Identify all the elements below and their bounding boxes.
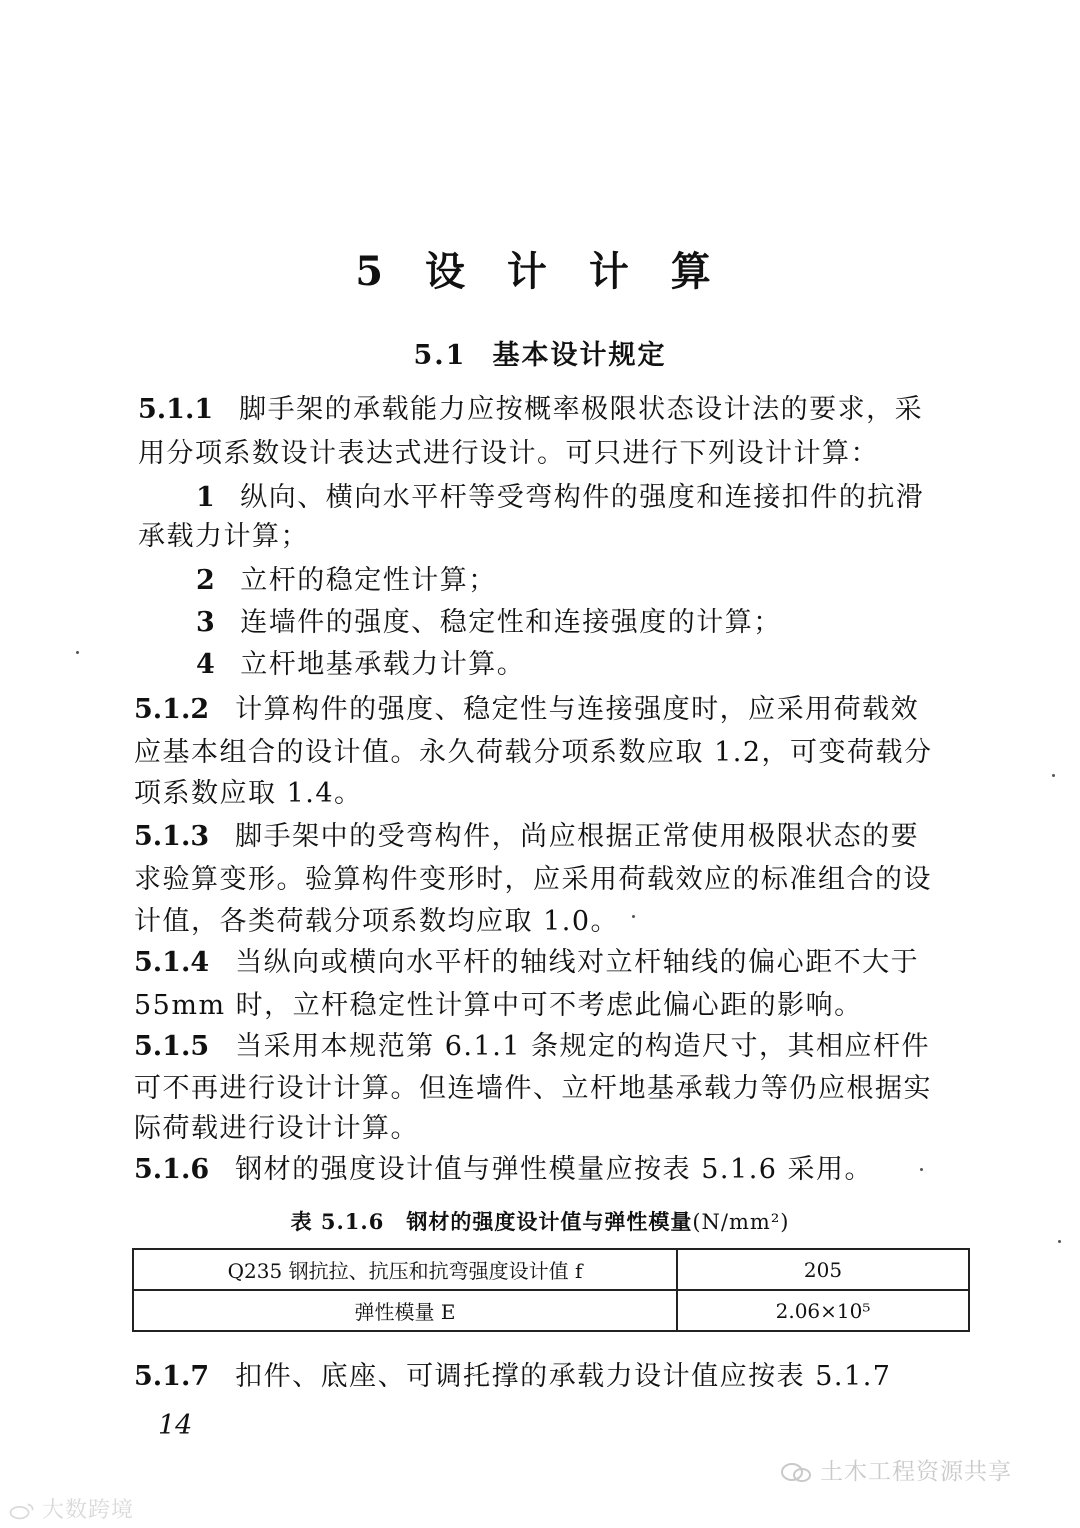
table-cell-value: 2.06×10⁵	[677, 1290, 969, 1331]
table-title: 钢材的强度设计值与弹性模量	[406, 1209, 693, 1234]
list-item-1: 1 纵向、横向水平杆等受弯构件的强度和连接扣件的抗滑	[196, 482, 925, 513]
clause-512-line-1: 5.1.2 计算构件的强度、稳定性与连接强度时，应采用荷载效	[134, 694, 920, 725]
clause-515-line-3: 际荷载进行设计计算。	[134, 1113, 419, 1144]
scan-speck	[76, 651, 79, 654]
clause-514-line-2: 55mm 时，立杆稳定性计算中可不考虑此偏心距的影响。	[134, 990, 863, 1021]
clause-number: 5.1.5	[134, 1031, 210, 1062]
table-unit: (N/mm²)	[692, 1210, 790, 1234]
clause-516-line-1: 5.1.6 钢材的强度设计值与弹性模量应按表 5.1.6 采用。	[134, 1154, 874, 1185]
clause-512-line-3: 项系数应取 1.4。	[134, 778, 363, 809]
clause-517-line-1: 5.1.7 扣件、底座、可调托撑的承载力设计值应按表 5.1.7	[134, 1361, 892, 1392]
table-row	[133, 1290, 969, 1331]
clause-513-line-1: 5.1.3 脚手架中的受弯构件，尚应根据正常使用极限状态的要	[134, 821, 920, 852]
clause-number: 5.1.1	[138, 394, 214, 425]
steel-properties-table	[132, 1248, 970, 1332]
watermark-right: 土木工程资源共享	[780, 1453, 1012, 1486]
section-heading	[0, 333, 1080, 372]
scan-speck	[632, 915, 635, 918]
clause-511-line-2: 用分项系数设计表达式进行设计。可只进行下列设计计算：	[138, 438, 879, 469]
list-item-1-cont: 承载力计算；	[138, 521, 309, 552]
scan-speck	[920, 1168, 923, 1171]
section-title: 基本设计规定	[492, 340, 667, 371]
scan-speck	[1058, 1240, 1061, 1243]
chapter-title: 5 设 计 计 算	[355, 248, 725, 295]
table-row	[133, 1249, 969, 1290]
list-item-2: 2 立杆的稳定性计算；	[196, 565, 497, 596]
table-cell-label: Q235 钢抗拉、抗压和抗弯强度设计值 f	[133, 1249, 677, 1290]
scan-speck	[1052, 774, 1055, 777]
table-number: 表 5.1.6	[290, 1209, 385, 1234]
list-item-4: 4 立杆地基承载力计算。	[196, 649, 526, 680]
list-item-3: 3 连墙件的强度、稳定性和连接强度的计算；	[196, 607, 782, 638]
clause-514-line-1: 5.1.4 当纵向或横向水平杆的轴线对立杆轴线的偏心距不大于	[134, 947, 920, 978]
clause-513-line-2: 求验算变形。验算构件变形时，应采用荷载效应的标准组合的设	[134, 864, 932, 895]
clause-512-line-2: 应基本组合的设计值。永久荷载分项系数应取 1.2，可变荷载分	[134, 737, 933, 768]
page-number: 14	[158, 1410, 193, 1441]
weibo-icon	[8, 1500, 36, 1522]
clause-number: 5.1.4	[134, 947, 210, 978]
section-number: 5.1	[413, 340, 467, 371]
clause-number: 5.1.3	[134, 821, 210, 852]
table-cell-value: 205	[677, 1249, 969, 1290]
clause-number: 5.1.7	[134, 1361, 210, 1392]
table-cell-label: 弹性模量 E	[133, 1290, 677, 1331]
clause-513-line-3: 计值，各类荷载分项系数均应取 1.0。	[134, 906, 620, 937]
clause-511-line-1: 5.1.1 脚手架的承载能力应按概率极限状态设计法的要求，采	[138, 394, 924, 425]
clause-number: 5.1.2	[134, 694, 210, 725]
watermark-left: 大数跨境	[8, 1493, 134, 1524]
clause-515-line-1: 5.1.5 当采用本规范第 6.1.1 条规定的构造尺寸，其相应杆件	[134, 1031, 931, 1062]
clause-515-line-2: 可不再进行设计计算。但连墙件、立杆地基承载力等仍应根据实	[134, 1073, 932, 1104]
wechat-icon	[780, 1462, 814, 1484]
clause-number: 5.1.6	[134, 1154, 210, 1185]
table-caption	[0, 1206, 1080, 1236]
